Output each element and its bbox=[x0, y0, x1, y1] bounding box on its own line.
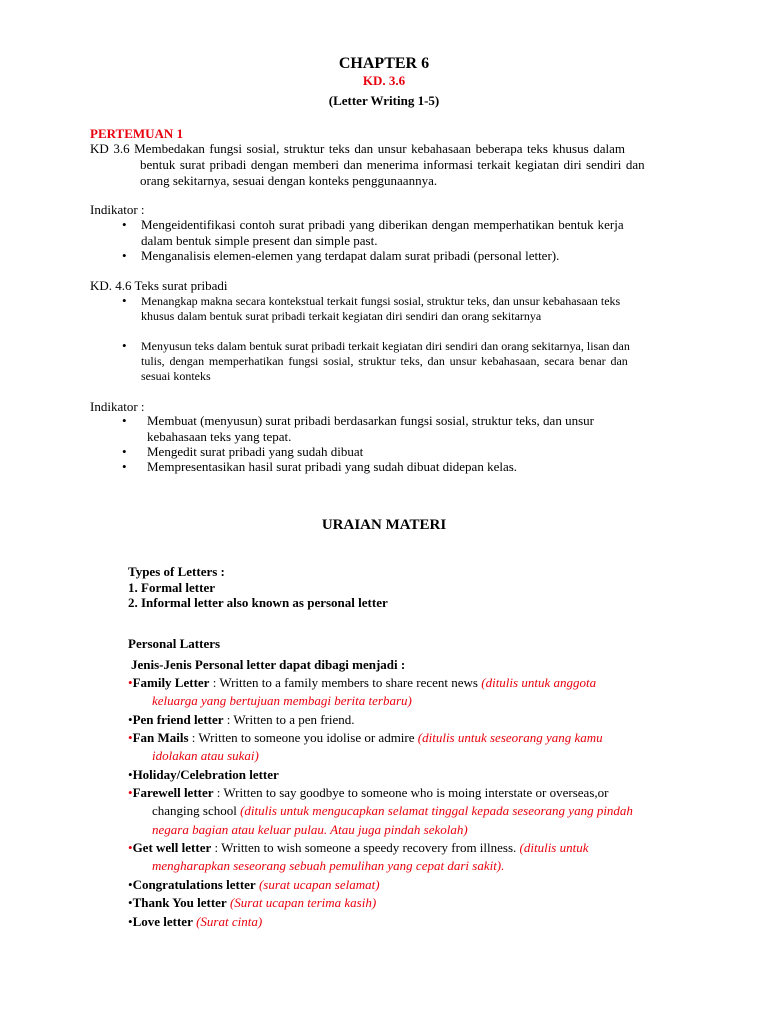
bullet-icon: • bbox=[128, 840, 133, 855]
indikator-label-1: Indikator : bbox=[90, 202, 145, 217]
love-note: (Surat cinta) bbox=[192, 914, 263, 929]
penfriend-desc: : Written to a pen friend. bbox=[223, 712, 355, 727]
farewell-note-line-3: negara bagian atau keluar pulau. Atau juga pindah sekolah) bbox=[152, 822, 468, 837]
congrats-name: Congratulations letter bbox=[132, 877, 256, 892]
kd46-label: KD. 4.6 Teks surat pribadi bbox=[90, 278, 228, 293]
letter-family bbox=[128, 675, 596, 691]
bullet-icon: • bbox=[122, 248, 127, 263]
indikator2-item-1-line-2: kebahasaan teks yang tepat. bbox=[147, 429, 292, 444]
fan-note-line-2: idolakan atau sukai) bbox=[152, 748, 259, 763]
farewell-note: (ditulis untuk mengucapkan selamat tinggal kepada seseorang yang pindah bbox=[240, 803, 633, 818]
getwell-note-line-2: mengharapkan seseorang sebuah pemulihan yang cepat dari sakit). bbox=[152, 858, 505, 873]
family-note-line-2: keluarga yang bertujuan membagi berita terbaru) bbox=[152, 693, 412, 708]
kd46-item-2-line-3: sesuai konteks bbox=[141, 369, 211, 383]
bullet-icon: • bbox=[122, 444, 127, 459]
holiday-name: Holiday/Celebration letter bbox=[132, 767, 279, 782]
bullet-icon: • bbox=[128, 712, 133, 727]
kd36-line-2: bentuk surat pribadi dengan memberi dan menerima informasi terkait kegiatan diri sendiri dan bbox=[140, 157, 645, 172]
getwell-desc: : Written to wish someone a speedy recovery from illness. bbox=[211, 840, 520, 855]
indikator2-item-2: Mengedit surat pribadi yang sudah dibuat bbox=[147, 444, 364, 459]
letter-holiday bbox=[128, 767, 279, 783]
indikator2-item-1-line-1: Membuat (menyusun) surat pribadi berdasarkan fungsi sosial, struktur teks, dan unsur bbox=[147, 413, 594, 428]
letter-getwell bbox=[128, 840, 589, 856]
kd36-line-3: orang sekitarnya, sesuai dengan konteks penggunaannya. bbox=[140, 173, 438, 188]
indikator2-item-3: Mempresentasikan hasil surat pribadi yang sudah dibuat didepan kelas. bbox=[147, 459, 518, 474]
personal-label: Personal Latters bbox=[128, 636, 221, 651]
getwell-note: (ditulis untuk bbox=[519, 840, 589, 855]
letter-farewell bbox=[128, 785, 608, 801]
chapter-title: CHAPTER 6 bbox=[338, 55, 430, 72]
letter-thanks bbox=[128, 895, 376, 911]
bullet-icon: • bbox=[122, 293, 127, 308]
letter-fan bbox=[128, 730, 603, 746]
bullet-icon: • bbox=[128, 675, 133, 690]
fan-name: Fan Mails bbox=[132, 730, 189, 745]
congrats-note: (surat ucapan selamat) bbox=[255, 877, 380, 892]
bullet-icon: • bbox=[128, 895, 133, 910]
getwell-name: Get well letter bbox=[132, 840, 212, 855]
kd36-line-1: KD 3.6 Membedakan fungsi sosial, struktur teks dan unsur kebahasaan beberapa teks khusus dalam bbox=[90, 141, 625, 156]
penfriend-name: Pen friend letter bbox=[132, 712, 224, 727]
types-label: Types of Letters : bbox=[128, 564, 225, 579]
letter-love bbox=[128, 914, 262, 930]
type-formal: 1. Formal letter bbox=[128, 580, 215, 595]
fan-note: (ditulis untuk seseorang yang kamu bbox=[417, 730, 603, 745]
section-title: URAIAN MATERI bbox=[321, 517, 447, 533]
farewell-name: Farewell letter bbox=[132, 785, 214, 800]
indikator-label-2: Indikator : bbox=[90, 399, 145, 414]
bullet-icon: • bbox=[128, 730, 133, 745]
love-name: Love letter bbox=[132, 914, 193, 929]
thanks-name: Thank You letter bbox=[132, 895, 227, 910]
farewell-desc: : Written to say goodbye to someone who is moing interstate or overseas,or bbox=[213, 785, 609, 800]
bullet-icon: • bbox=[128, 914, 133, 929]
pertemuan-label: PERTEMUAN 1 bbox=[90, 126, 184, 141]
letter-congrats bbox=[128, 877, 380, 893]
kd46-item-1-line-1: Menangkap makna secara kontekstual terkait fungsi sosial, struktur teks, dan unsur kebahasaan teks bbox=[141, 294, 621, 308]
bullet-icon: • bbox=[128, 877, 133, 892]
bullet-icon: • bbox=[128, 785, 133, 800]
indikator1-item-2: Menganalisis elemen-elemen yang terdapat dalam surat pribadi (personal letter). bbox=[141, 248, 560, 263]
farewell-line-2 bbox=[152, 803, 633, 819]
kd-heading: KD. 3.6 bbox=[362, 73, 406, 88]
letter-penfriend bbox=[128, 712, 355, 728]
indikator1-item-1-line-1: Mengeidentifikasi contoh surat pribadi yang diberikan dengan memperhatikan bentuk kerja bbox=[141, 217, 624, 232]
jenis-label: Jenis-Jenis Personal letter dapat dibagi menjadi : bbox=[131, 657, 406, 672]
kd46-item-2-line-2: tulis, dengan memperhatikan fungsi sosial, struktur teks, dan unsur kebahasaan, secara benar dan bbox=[141, 354, 628, 368]
family-desc: : Written to a family members to share recent news bbox=[209, 675, 482, 690]
subtitle: (Letter Writing 1-5) bbox=[328, 93, 440, 108]
bullet-icon: • bbox=[122, 217, 127, 232]
family-note: (ditulis untuk anggota bbox=[481, 675, 597, 690]
kd46-item-2-line-1: Menyusun teks dalam bentuk surat pribadi terkait kegiatan diri sendiri dan orang sekitarnya, lisan dan bbox=[141, 339, 630, 353]
bullet-icon: • bbox=[122, 338, 127, 353]
farewell-desc-2: changing school bbox=[152, 803, 241, 818]
bullet-icon: • bbox=[122, 459, 127, 474]
family-name: Family Letter bbox=[132, 675, 210, 690]
indikator1-item-1-line-2: dalam bentuk simple present dan simple past. bbox=[141, 233, 378, 248]
bullet-icon: • bbox=[122, 413, 127, 428]
thanks-note: (Surat ucapan terima kasih) bbox=[226, 895, 377, 910]
kd46-item-1-line-2: khusus dalam bentuk surat pribadi terkait kegiatan diri sendiri dan orang sekitarnya bbox=[141, 309, 542, 323]
type-informal: 2. Informal letter also known as personal letter bbox=[128, 595, 388, 610]
bullet-icon: • bbox=[128, 767, 133, 782]
fan-desc: : Written to someone you idolise or admire bbox=[188, 730, 418, 745]
